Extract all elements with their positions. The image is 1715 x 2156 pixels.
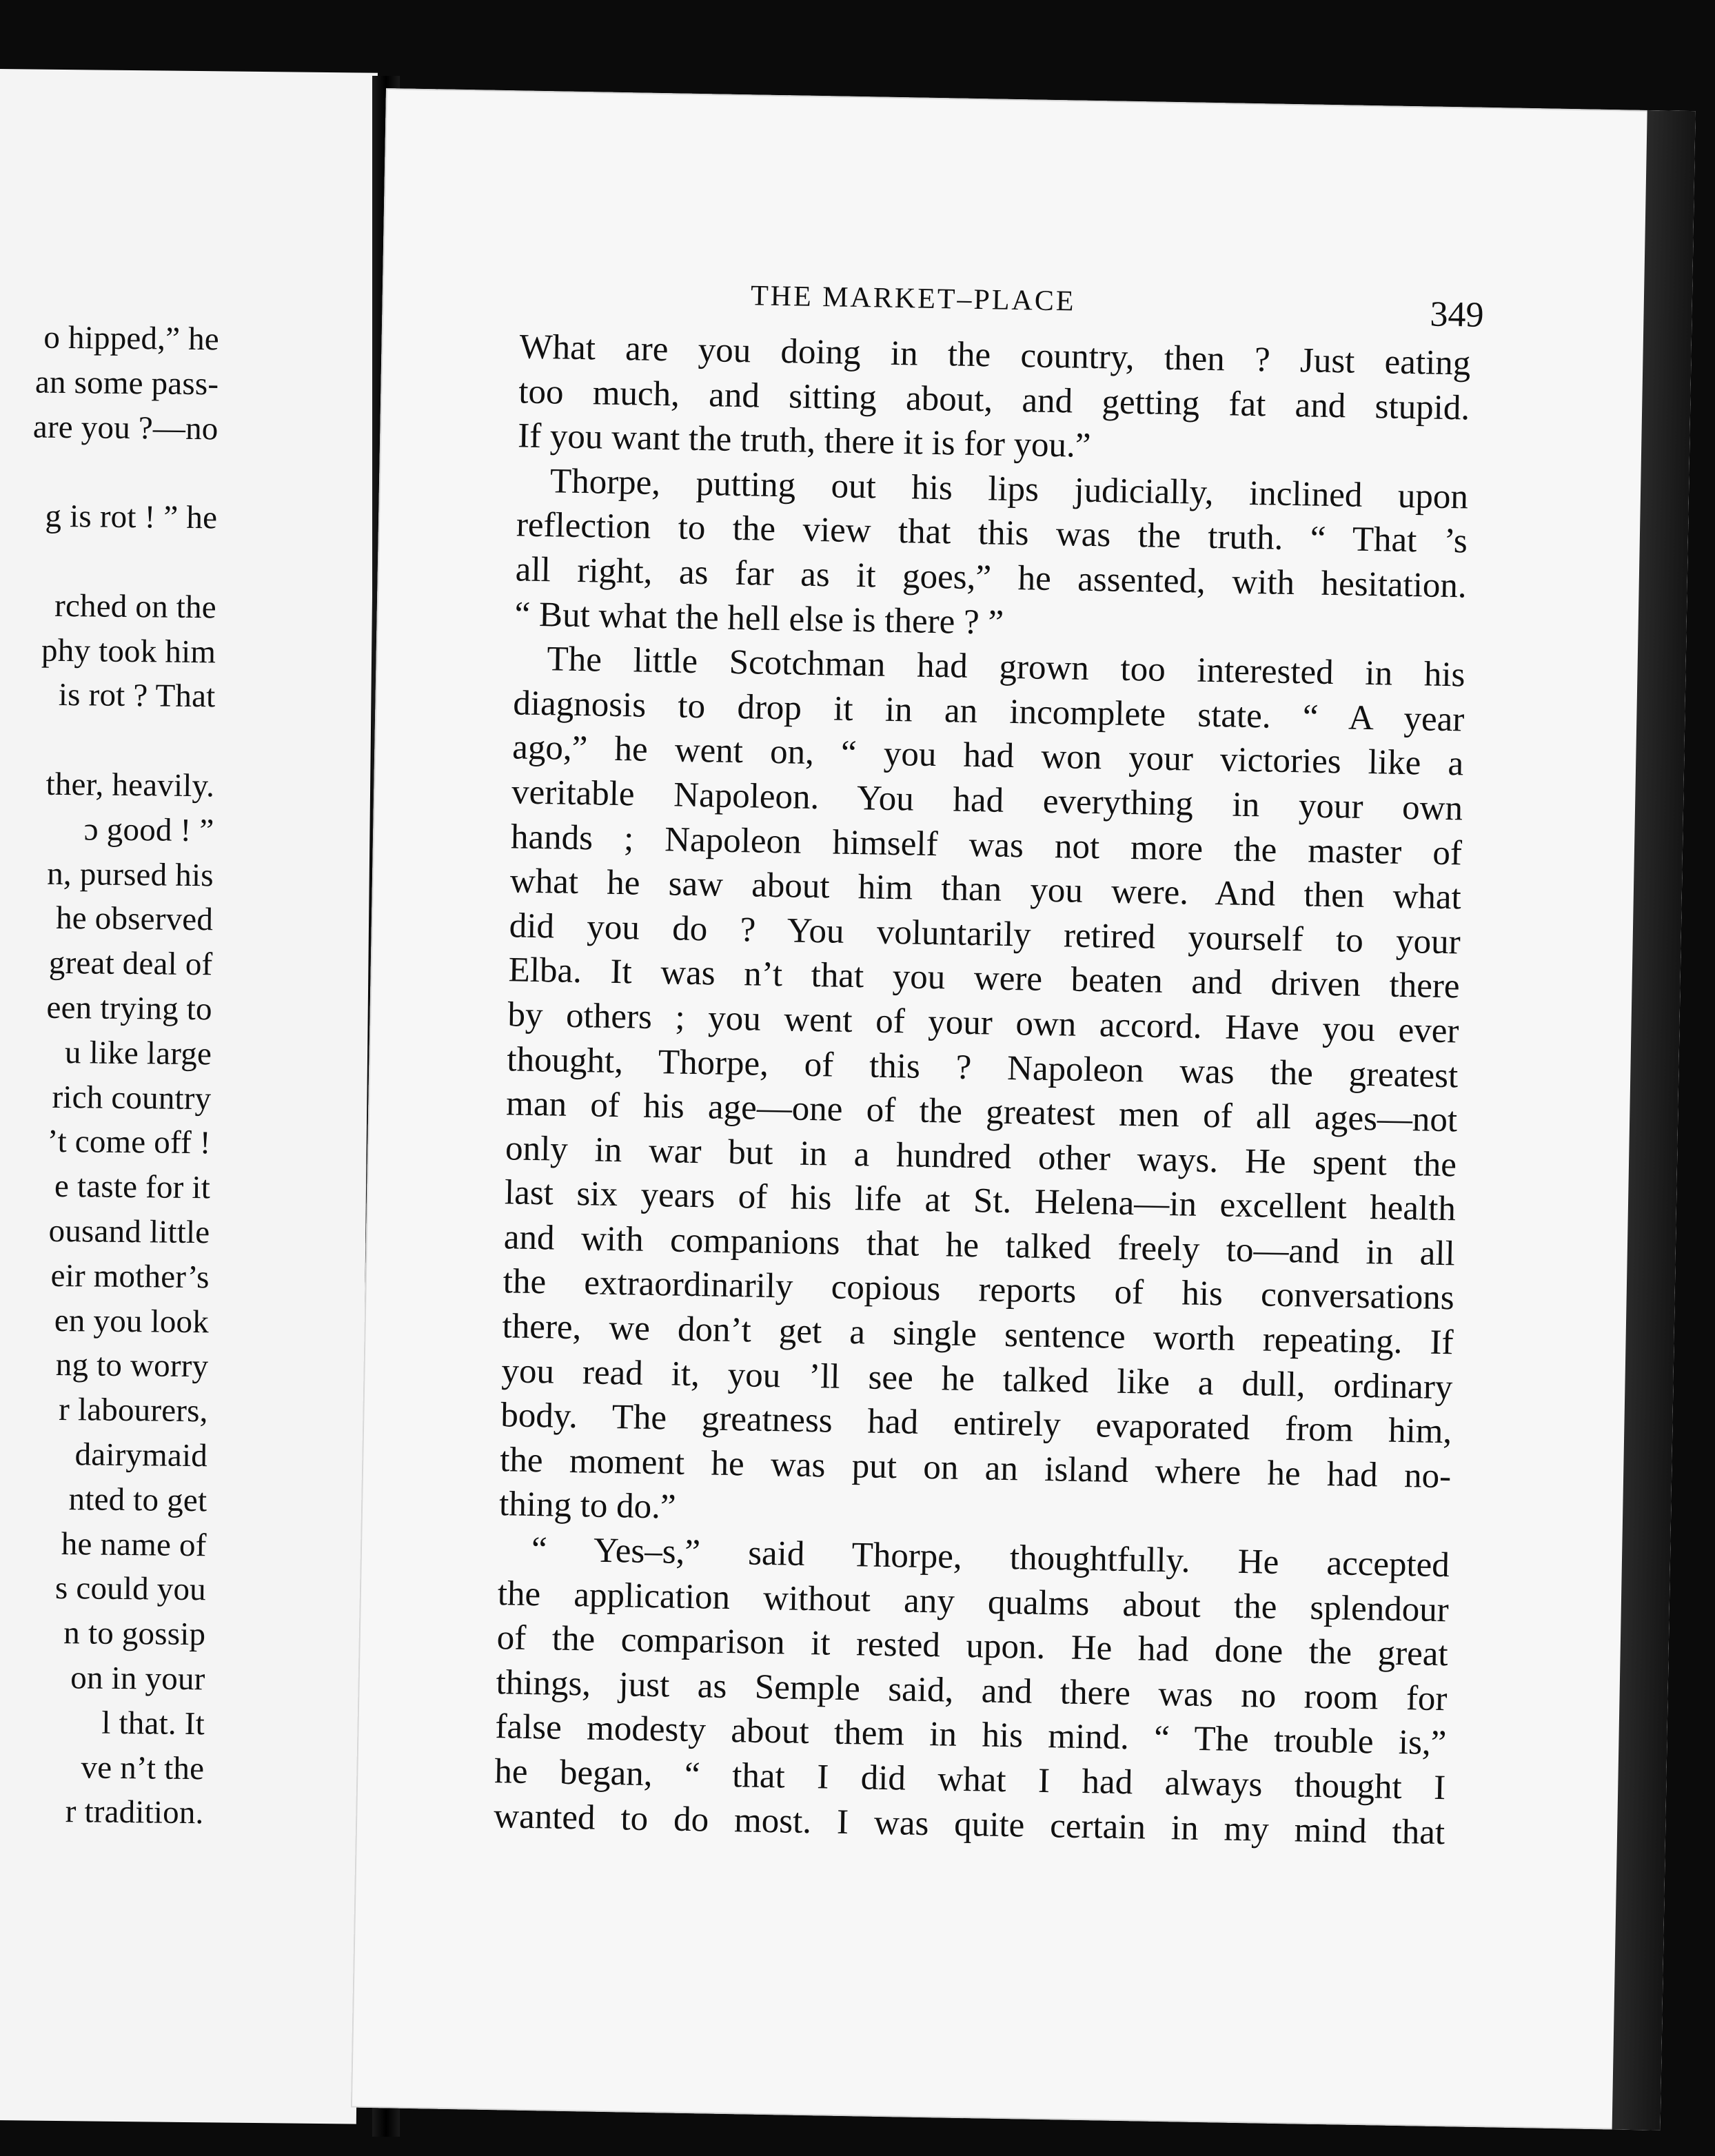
body-text xyxy=(494,325,1471,1855)
left-text-line: een trying to xyxy=(46,989,213,1028)
text-line: there, we don’t get a single sentence worth repeating. If xyxy=(502,1307,1454,1363)
text-line: “ Yes–s,” said Thorpe, thoughtfully. He accepted xyxy=(531,1530,1450,1585)
left-text-line: he observed xyxy=(55,900,214,938)
left-text-line: n to gossip xyxy=(63,1615,206,1653)
left-text-line: an some pass- xyxy=(34,364,219,403)
text-line: man of his age—one of the greatest men of all ages—not xyxy=(505,1084,1458,1140)
text-line: he began, “ that I did what I had always thought I xyxy=(494,1752,1446,1808)
left-text-line: dairymaid xyxy=(74,1436,208,1474)
text-line: diagnosis to drop it in an incomplete state. “ A year xyxy=(512,684,1465,740)
page-edge xyxy=(1612,110,1696,2130)
text-line: veritable Napoleon. You had everything in your own xyxy=(511,773,1463,828)
text-line: what he saw about him than you were. And then what xyxy=(509,862,1462,917)
text-line: last six years of his life at St. Helena—in excellent health xyxy=(504,1173,1457,1229)
text-line: only in war but in a hundred other ways. He spent the xyxy=(505,1128,1457,1185)
text-line: things, just as Semple said, and there was no room for xyxy=(496,1662,1448,1719)
left-text-line: n, pursed his xyxy=(46,855,214,893)
left-text-line: is rot ? That xyxy=(58,677,216,715)
left-text-line: great deal of xyxy=(48,945,213,983)
left-text-line: nted to get xyxy=(68,1481,207,1519)
text-line: of the comparison it rested upon. He had done the great xyxy=(496,1618,1449,1674)
text-line: by others ; you went of your own accord. Have you ever xyxy=(507,995,1459,1051)
text-line: If you want the truth, there it is for you.” xyxy=(517,416,1091,466)
text-line: you read it, you ’ll see he talked like a dull, ordinary xyxy=(501,1351,1453,1407)
text-line: did you do ? You voluntarily retired yourself to your xyxy=(509,906,1461,962)
left-text-line: en you look xyxy=(54,1302,210,1340)
text-line: and with companions that he talked freely to—and in all xyxy=(503,1218,1456,1274)
text-line: the application without any qualms about the splendour xyxy=(497,1574,1450,1629)
left-text-line: u like large xyxy=(64,1034,212,1072)
left-text-line: o hipped,” he xyxy=(43,319,220,358)
text-line: all right, as far as it goes,” he assented, with hesitation. xyxy=(515,550,1468,606)
left-text-line: eir mother’s xyxy=(50,1257,210,1296)
left-text-line: l that. It xyxy=(101,1705,205,1742)
text-line: false modesty about them in his mind. “ The trouble is,” xyxy=(495,1707,1447,1763)
left-text-line: ousand little xyxy=(48,1212,210,1251)
page-number: 349 xyxy=(1430,294,1484,335)
left-text-line: ve n’t the xyxy=(81,1749,205,1787)
left-text-line: g is rot ! ” he xyxy=(45,498,218,536)
text-line: the moment he was put on an island where he had no- xyxy=(499,1441,1452,1496)
text-line: reflection to the view that this was the truth. “ That ’s xyxy=(516,505,1468,561)
left-text-line: r tradition. xyxy=(65,1793,204,1831)
text-line: ago,” he went on, “ you had won your victories like a xyxy=(511,728,1464,784)
left-text-line: r labourers, xyxy=(58,1392,208,1430)
text-line: What are you doing in the country, then ? Just eating xyxy=(518,327,1471,383)
text-line: wanted to do most. I was quite certain in my mind that xyxy=(493,1796,1445,1852)
left-text-line: ɔ good ! ” xyxy=(83,811,214,849)
left-text-line: ng to worry xyxy=(55,1347,209,1385)
left-text-line: he name of xyxy=(61,1525,207,1563)
left-text-line: rich country xyxy=(52,1079,212,1117)
left-text-line: ther, heavily. xyxy=(45,766,215,804)
left-text-line: phy took him xyxy=(41,632,216,670)
left-text-line: on in your xyxy=(70,1660,205,1698)
left-page-text xyxy=(0,69,378,2124)
left-page xyxy=(0,69,378,2124)
running-head: THE MARKET–PLACE xyxy=(750,280,1076,318)
text-line: thing to do.” xyxy=(498,1485,677,1527)
text-line: too much, and sitting about, and getting fat and stupid. xyxy=(518,372,1470,428)
text-line: the extraordinarily copious reports of his conversations xyxy=(503,1262,1455,1318)
left-text-line: s could you xyxy=(54,1570,207,1608)
text-line: The little Scotchman had grown too interested in his xyxy=(547,640,1465,695)
left-text-line: rched on the xyxy=(54,587,217,626)
left-text-line: ’t come off ! xyxy=(47,1123,211,1161)
text-line: Thorpe, putting out his lips judicially, inclined upon xyxy=(549,462,1469,517)
text-line: body. The greatness had entirely evaporated from him, xyxy=(500,1396,1452,1452)
text-line: “ But what the hell else is there ? ” xyxy=(514,594,1004,642)
left-text-line: are you ?—no xyxy=(32,409,219,447)
right-page xyxy=(351,88,1696,2130)
text-line: hands ; Napoleon himself was not more the master of xyxy=(510,817,1463,873)
left-text-line: e taste for it xyxy=(54,1168,211,1206)
text-line: thought, Thorpe, of this ? Napoleon was the greatest xyxy=(506,1039,1459,1095)
text-line: Elba. It was n’t that you were beaten and driven there xyxy=(508,950,1460,1006)
